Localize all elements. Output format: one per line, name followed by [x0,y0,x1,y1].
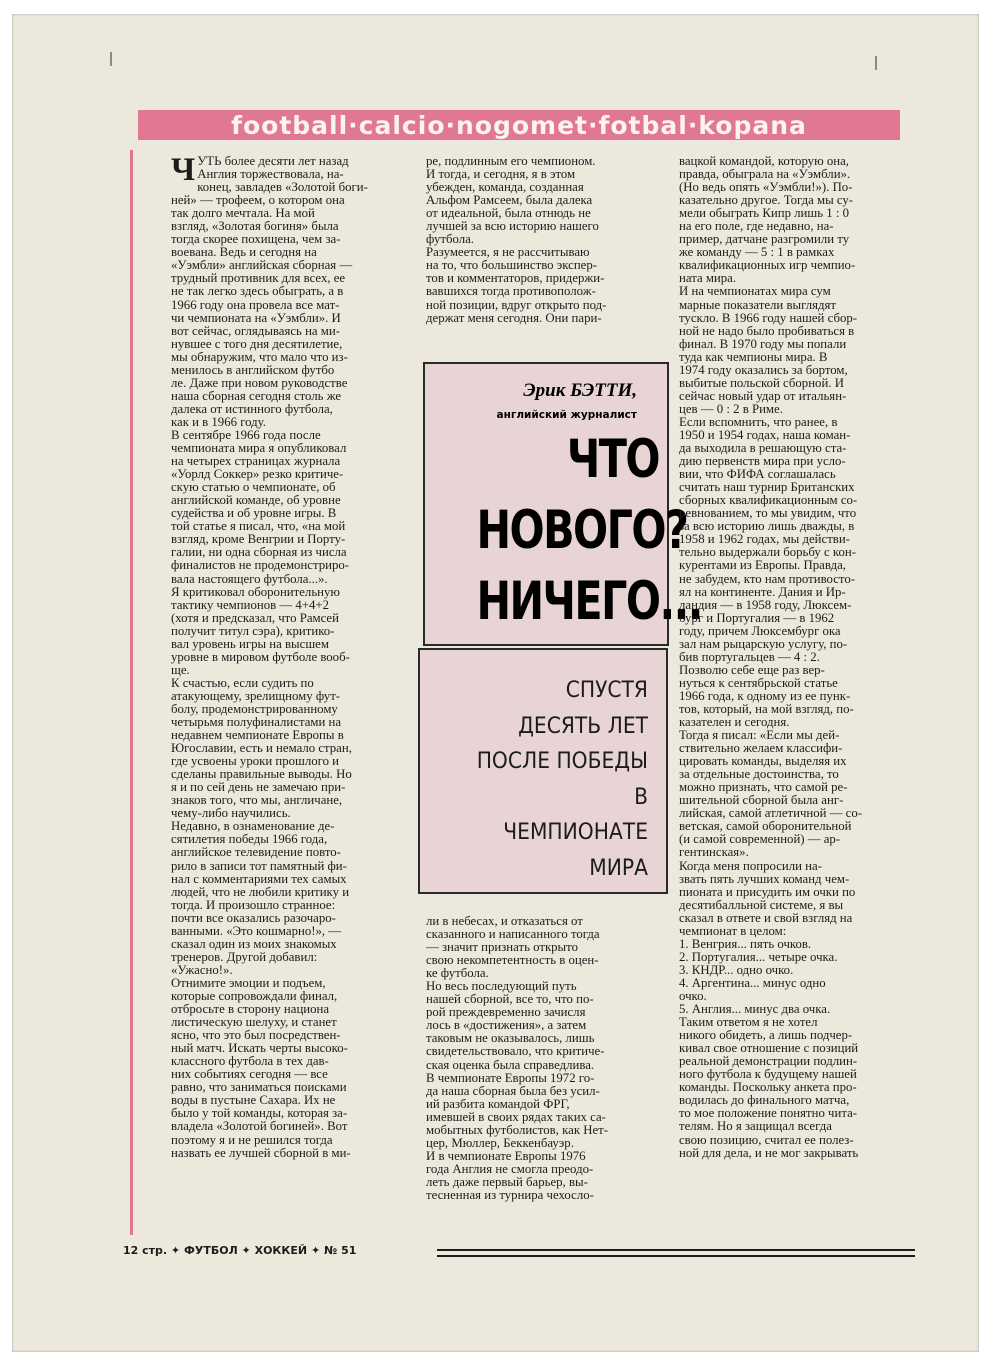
title-box [423,362,702,646]
headline: ЧТО НОВОГО? НИЧЕГО... [476,429,702,632]
column-3-text: вацкой командой, которую она, правда, обыграла на «Уэмбли». (Но ведь опять «Уэмбли!»). По- казательно другое. Тогда мы су- мели обыграть Кипр лишь 1 : 0 на его поле, где недавно, на- пример, датчане разгромили ту же команду — 5 : 1 в рамках квалификационных игр чемпио- ната мира. И на чемпионатах мира сум марные показатели выглядят тускло. В 1966 году нашей сбор- ной не надо было пробиваться в финал. В 1970 году мы попали туда как чемпионы мира. В 1974 году оказались за бортом, выбитые польской сборной. И сейчас новый удар от итальян- цев — 0 : 2 в Риме. Если вспомнить, что ранее, в 1950 и 1954 годах, наша коман- да выходила в решающую ста- дию первенств мира при усло- вии, что ФИФА соглашалась считать наш турнир Британских сборных квалификационным со- ревнованием, то мы увидим, что за всю историю лишь дважды, в 1958 и 1962 годах, мы действи- тельно выдержали борьбу с кон- курентами из Европы. Правда, не забудем, кто нам противосто- ял на континенте. Дания и Ир- ландия — в 1958 году, Люксем- бург и Португалия — в 1962 году, причем Люксембург ока зал нам рыцарскую услугу, по- бив португальцев — 4 : 2. Позволю себе еще раз вер- нуться к сентябрьской статье 1966 года, к одному из ее пунк- тов, который, на мой взгляд, по- казателен и сегодня. Тогда я писал: «Если мы дей- ствительно желаем классифи- цировать команды, выделяя их за отдельные достоинства, то можно признать, что самой ре- шительной сборной была анг- лийская, самой атлетичной — со- ветская, самой оборонительной (и самой современной) — ар- гентинская». Когда меня попросили на- звать пять лучших команд чем- пионата и присудить им очки по десятибалльной системе, я вы сказал в ответе и свой взгляд на чемпионат в целом: 1. Венгрия... пять очков. 2. Португалия... четыре очка. 3. КНДР... одно очко. 4. Аргентина... минус одно очко. 5. Англия... минус два очка. Таким ответом я не хотел никого обидеть, а лишь подчер- кивал свое отношение с позиций реальной демонстрации подлин- ного футбола к будущему нашей команды. Поскольку анкета про- водилась до финального матча, то мое положение понятно чита- телям. Но я защищал всегда свою позицию, считал ее полез- ной для дела, и не мог закрывать [679,155,863,1160]
article-column-3 [679,155,915,1220]
author-role: английский журналист [496,409,637,421]
pencil-mark [875,56,877,70]
footer-rule [437,1249,915,1251]
page-footer-label: 12 стр. ✦ ФУТБОЛ ✦ ХОККЕЙ ✦ № 51 [123,1244,357,1257]
column-2-top-text: ре, подлинным его чемпионом. И тогда, и сегодня, я в этом убежден, команда, созданная Альфом Рамсеем, была далека от идеальной, была отнюдь не лучшей за всю историю нашего футбола. Разумеется, я не рассчитываю на то, что большинство экспер- тов и комментаторов, придержи- вавшихся тогда противополож- ной позиции, вдруг открыто под- держат меня сегодня. Они пари- [426,155,607,325]
column-2-bottom-text: ли в небесах, и отказаться от сказанного и написанного тогда — значит признать открыто свою некомпетентность в оцен- ке футбола. Но весь последующий путь нашей сборной, все то, что по- рой преждевременно зачисля лось в «достижения», а затем таковым не оказывалось, лишь свидетельствовало, что критиче- ская оценка была справедлива. В чемпионате Европы 1972 го- да наша сборная была без усил- ий разбита командой ФРГ, имевшей в своих рядах таких са- мобытных футболистов, как Нет- цер, Мюллер, Беккенбауэр. И в чемпионате Европы 1976 года Англия не смогла преодо- леть даже первый барьер, вы- тесненная из турнира чехосло- [426,915,609,1202]
article-column-1 [171,155,399,1220]
language-banner [138,110,900,140]
article-column-2-bottom [426,915,661,1220]
author-name: Эрик БЭТТИ, [523,380,637,401]
pink-vertical-rule [130,150,133,1235]
column-1-text: УТЬ более десяти лет назад Англия торжествовала, на- конец, завладев «Золотой боги- ней» — трофеем, о котором она так долго мечтала. На мой взгляд, «Золотая богиня» была тогда скорее похищена, чем за- воевана. Ведь и сегодня на «Уэмбли» английская сборная — трудный противник для всех, ее не так легко здесь обыграть, а в 1966 году она провела все мат- чи чемпионата на «Уэмбли». И вот сейчас, оглядываясь на ми- нувшее с того дня десятилетие, мы обнаружим, что мало что из- менилось в английском футбо ле. Даже при новом руководстве наша сборная сегодня столь же далека от истинного футбола, как и в 1966 году. В сентябре 1966 года после чемпионата мира я опубликовал на четырех страницах журнала «Уорлд Соккер» резко критиче- скую статью о чемпионате, об английской команде, об уровне судейства и об уровне игры. В той статье я писал, что, «на мой взгляд, кроме Венгрии и Порту- галии, ни одна сборная из числа финалистов не продемонстриро- вала настоящего футбола...». Я критиковал оборонительную тактику чемпионов — 4+4+2 (хотя и предсказал, что Рамсей получит титул сэра), критико- вал уровень игры на высшем уровне в мировом футболе вооб- ще. К счастью, если судить по атакующему, зрелищному фут- болу, продемонстрированному четырьмя полуфиналистами на недавнем чемпионате Европы в Югославии, есть и немало стран, где усвоены уроки прошлого и сделаны правильные выводы. Но я и по сей день не замечаю при- знаков того, что мы, англичане, чему-либо научились. Недавно, в ознаменование де- сятилетия победы 1966 года, английское телевидение повто- рило в записи тот памятный фи- нал с комментариями тех самых людей, что не любили критику и тогда. И произошло странное: почти все оказались разочаро- ванными. «Это кошмарно!», — сказал один из моих знакомых тренеров. Другой добавил: «Ужасно!». Отнимите эмоции и подъем, которые сопровождали финал, отбросьте в сторону национа листическую шелуху, и станет ясно, что это был посредствен- ный матч. Искать черты высоко- классного футбола в тех дав- них событиях сегодня — все равно, что заниматься поисками воды в пустыне Сахара. Их не было у той команды, которая за- владела «Золотой богиней». Вот поэтому я и не решился тогда назвать ее лучшей сборной в ми- [171,155,368,1160]
banner-text: football·calcio·nogomet·fotbal·kopana [231,110,807,140]
footer-rules [437,1249,915,1260]
subheadline: СПУСТЯ ДЕСЯТЬ ЛЕТ ПОСЛЕ ПОБЕДЫ В ЧЕМПИОНАТЕ МИРА [476,677,648,881]
pencil-mark [110,52,112,66]
subheadline-box [418,648,668,894]
drop-cap: Ч [171,155,196,188]
footer-rule [437,1255,915,1257]
article-column-2-top [426,155,661,347]
